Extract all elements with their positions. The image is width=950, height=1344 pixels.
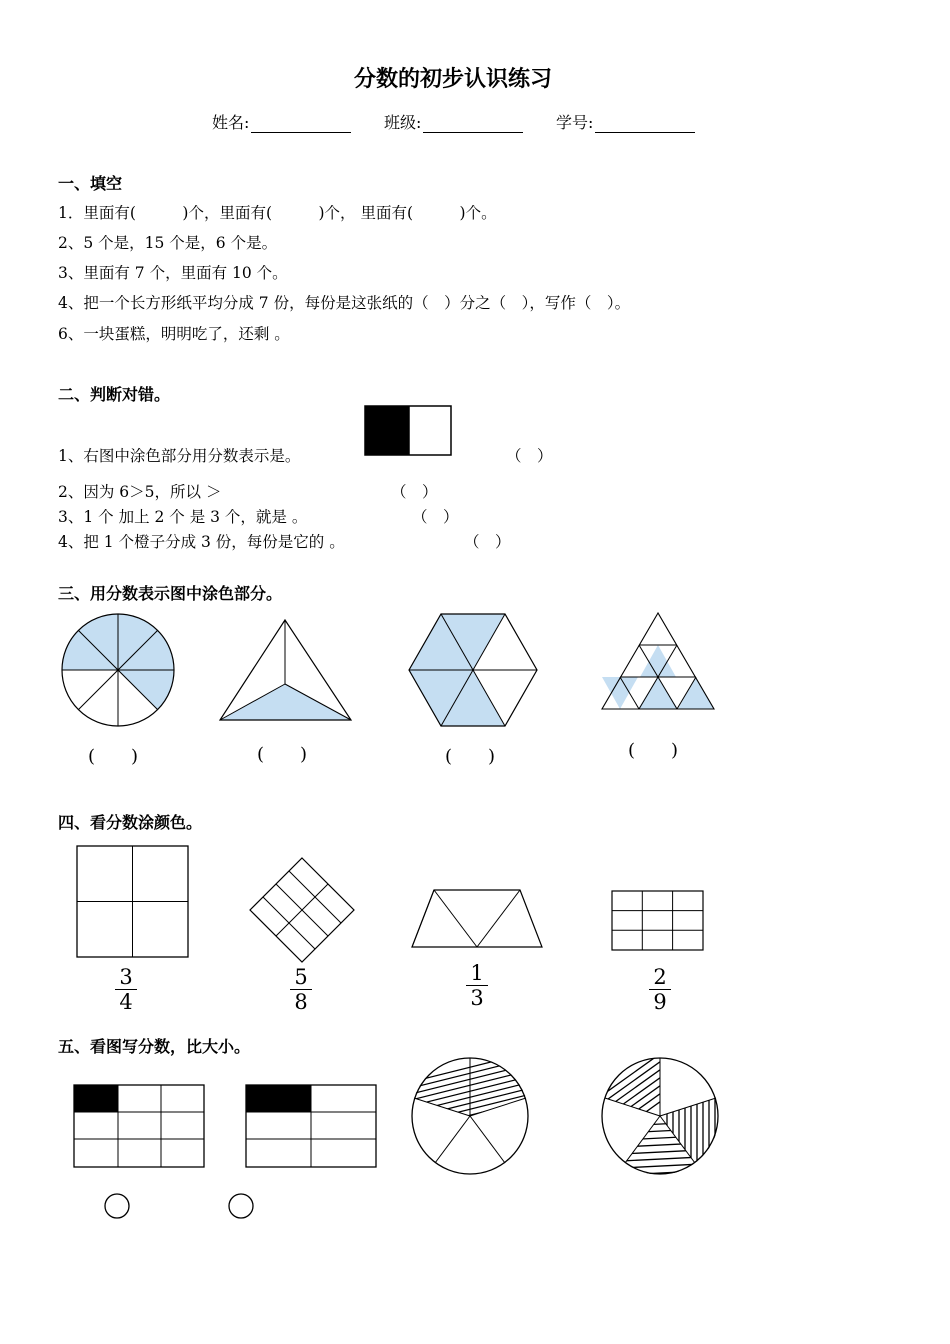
hexagon-sixths-figure [407,612,539,728]
s1-question-1: 1．里面有( )个，里面有( )个， 里面有( )个。 [58,204,497,222]
half-shaded-rectangle [364,405,454,457]
section3-heading: 三、用分数表示图中涂色部分。 [58,584,283,603]
s2-answer-1[interactable]: （ ） [506,447,553,465]
section2-heading: 二、判断对错。 [58,385,171,404]
fraction-numerator: 5 [294,965,308,989]
s3-blank-3[interactable]: ( ) [445,746,496,767]
s2-question-1: 1、右图中涂色部分用分数表示是。 [58,447,301,465]
fraction-numerator: 1 [470,961,484,985]
s1-question-2: 2、5 个是，15 个是，6 个是。 [58,234,278,252]
square-quarters-figure[interactable] [76,845,190,959]
triangle-ninths-figure [600,611,716,711]
fraction-numerator: 3 [119,965,133,989]
name-label: 姓名: [212,113,250,132]
compare-circle-2[interactable] [227,1192,255,1220]
s3-blank-1[interactable]: ( ) [88,746,139,767]
fraction-denominator: 4 [119,990,133,1014]
s1-question-3: 3、里面有 7 个，里面有 10 个。 [58,264,288,282]
class-blank[interactable] [423,114,523,133]
s3-blank-2[interactable]: ( ) [257,744,308,765]
diamond-eighths-figure[interactable] [248,857,356,963]
class-label: 班级: [384,113,422,132]
fraction-5-8 [281,966,321,1013]
id-field[interactable] [556,110,695,133]
trapezoid-thirds-figure[interactable] [410,888,544,950]
s2-answer-3[interactable]: （ ） [412,508,459,526]
id-blank[interactable] [595,114,695,133]
id-label: 学号: [556,113,594,132]
fraction-2-9 [640,966,680,1013]
circle-fifths-mixed-stripes-figure [601,1056,721,1176]
fraction-3-4 [106,966,146,1013]
section4-heading: 四、看分数涂颜色。 [58,813,203,832]
s2-question-3: 3、1 个 加上 2 个 是 3 个，就是 。 [58,508,308,526]
fraction-denominator: 8 [294,990,308,1014]
s2-question-4: 4、把 1 个橙子分成 3 份，每份是它的 。 [58,533,345,551]
page-title: 分数的初步认识练习 [353,66,552,92]
s2-answer-2[interactable]: （ ） [391,483,438,501]
section5-heading: 五、看图写分数，比大小。 [58,1037,251,1056]
section1-heading: 一、填空 [58,174,123,193]
s3-blank-4[interactable]: ( ) [628,740,679,761]
circle-eighths-figure [60,613,178,731]
s2-answer-4[interactable]: （ ） [464,533,511,551]
s1-question-6: 6、一块蛋糕，明明吃了，还剩 。 [58,325,290,343]
class-field[interactable] [384,110,523,133]
triangle-thirds-figure [218,618,353,723]
rectangle-ninths-figure[interactable] [611,890,705,952]
grid-one-ninth-shaded-figure [72,1083,206,1169]
s2-question-2: 2、因为 6＞5，所以 ＞ [58,483,222,501]
compare-circle-1[interactable] [103,1192,131,1220]
s1-question-4: 4、把一个长方形纸平均分成 7 份，每份是这张纸的（ ）分之（ ），写作（ ）。 [58,294,631,312]
name-field[interactable] [212,110,351,133]
fraction-numerator: 2 [653,965,667,989]
fraction-1-3 [457,962,497,1009]
circle-fifths-striped-figure [411,1056,531,1176]
grid-one-sixth-shaded-figure [244,1083,378,1169]
fraction-denominator: 9 [653,990,667,1014]
fraction-denominator: 3 [470,986,484,1010]
name-blank[interactable] [251,114,351,133]
